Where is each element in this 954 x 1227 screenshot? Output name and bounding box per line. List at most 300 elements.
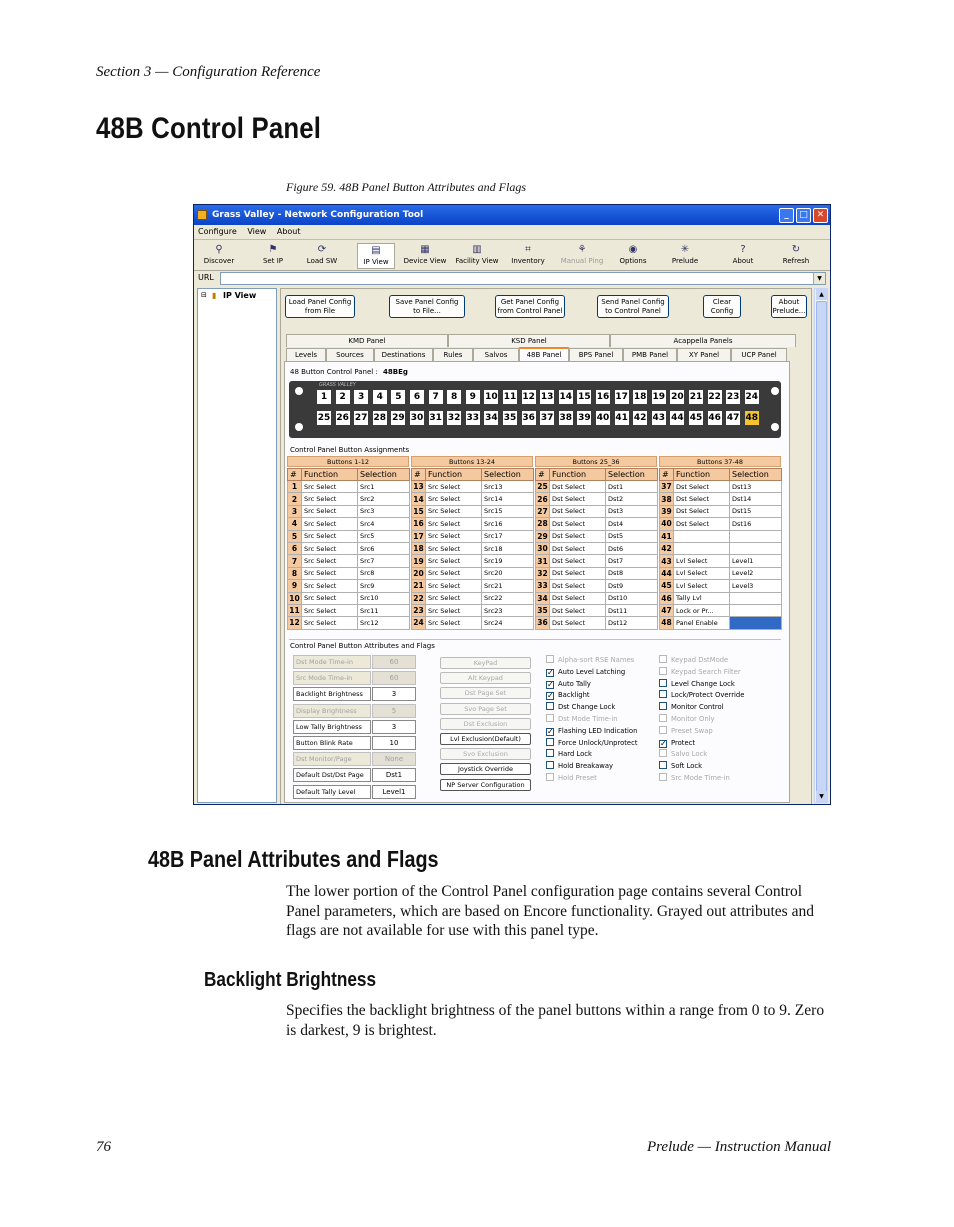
panel-button-7[interactable]: 7 [429,390,443,404]
about-icon: ? [740,244,746,255]
selection-cell[interactable]: Src24 [482,617,534,629]
toolbar-inventory-button[interactable] [506,243,550,269]
selection-cell[interactable]: Level1 [730,555,782,567]
panel-button-16[interactable]: 16 [596,392,610,402]
backlight-checkbox[interactable] [546,690,590,700]
panel-button-19[interactable]: 19 [652,392,666,402]
toolbar-manual-ping-button[interactable] [558,243,606,269]
selection-cell[interactable]: Dst13 [730,481,782,493]
table-row[interactable] [288,530,410,542]
table-row[interactable] [412,505,534,517]
toolbar-prelude-button[interactable] [664,243,706,269]
button-number: 38 [661,494,672,504]
toolbar-set-ip-button[interactable] [254,243,292,269]
function-cell[interactable]: Src Select [426,505,482,517]
function-cell[interactable]: Src Select [426,580,482,592]
selection-cell[interactable]: Level2 [730,567,782,579]
panel-button-6[interactable]: 6 [410,390,424,404]
panel-button-10[interactable]: 10 [485,392,498,402]
tab-group-ksd[interactable]: KSD Panel [448,334,610,347]
function-cell[interactable]: Src Select [426,604,482,616]
level-change-lock-checkbox[interactable] [659,679,735,689]
function-cell[interactable] [674,530,730,542]
function-cell[interactable]: Src Select [302,530,358,542]
selection-cell[interactable]: Dst10 [606,592,658,604]
src-mode-time-in-label: Src Mode Time-in [671,774,730,782]
auto-level-latching-checkbox[interactable] [546,667,625,677]
minimize-button[interactable]: _ [779,208,794,223]
function-cell[interactable]: Dst Select [550,505,606,517]
function-cell[interactable]: Lvl Select [674,567,730,579]
panel-button-47[interactable]: 47 [726,413,740,423]
function-cell[interactable]: Dst Select [550,555,606,567]
panel-button-18[interactable]: 18 [633,392,647,402]
function-cell[interactable]: Src Select [426,518,482,530]
panel-button-36[interactable]: 36 [522,413,535,423]
table-row[interactable] [660,518,782,530]
tab-xy-panel[interactable]: XY Panel [677,348,731,361]
send-panel-config-to-control-panel-button[interactable]: Send Panel Config to Control Panel [597,295,669,318]
np-server-configuration-button[interactable]: NP Server Configuration [440,779,531,791]
selection-cell[interactable]: Dst1 [606,481,658,493]
panel-button-4[interactable]: 4 [373,390,387,404]
panel-button-34[interactable]: 34 [485,413,498,423]
table-row[interactable] [536,542,658,554]
menu-about[interactable]: About [276,227,301,236]
selection-cell[interactable]: Dst7 [606,555,658,567]
table-row[interactable] [536,505,658,517]
panel-button-9[interactable]: 9 [466,390,480,404]
function-cell[interactable]: Dst Select [550,518,606,530]
scroll-up-icon[interactable]: ▲ [816,289,827,300]
panel-button-38[interactable]: 38 [559,413,573,423]
hold-preset-label: Hold Preset [558,774,597,782]
table-row[interactable] [660,567,782,579]
manual-ping-icon: ⚘ [577,244,587,255]
tab-pmb-panel[interactable]: PMB Panel [623,348,677,361]
hold-breakaway-label: Hold Breakaway [558,762,614,771]
checkbox-icon [659,773,667,781]
col-function-header: Function [674,469,730,481]
intro-paragraph: The lower portion of the Control Panel configuration page contains several Control Panel parameters, which are based on Encore functionality. Grayed out attributes and flags are not available for use with this panel type. [286,883,814,939]
table-row[interactable] [288,493,410,505]
selection-cell[interactable]: Src3 [358,505,410,517]
monitor-control-checkbox[interactable] [659,702,724,712]
selection-cell[interactable]: Dst5 [606,530,658,542]
toolbar-about-button[interactable] [724,243,762,269]
vertical-scrollbar[interactable] [814,288,828,803]
selection-cell[interactable]: Src19 [482,555,534,567]
check-icon: ✓ [547,726,554,736]
panel-button-20[interactable]: 20 [671,392,684,402]
table-row[interactable] [660,542,782,554]
toolbar [194,241,830,271]
panel-button-30[interactable]: 30 [410,413,424,423]
selection-cell[interactable]: Dst15 [730,505,782,517]
function-cell[interactable]: Src Select [426,592,482,604]
table-row[interactable] [536,604,658,616]
table-row[interactable] [412,604,534,616]
button-number: 41 [661,531,672,541]
toolbar-label: Options [619,257,647,265]
ip-view-icon: ▤ [371,245,381,256]
col-number-header: # [412,469,426,481]
button-blink-rate-input[interactable]: 10 [372,736,416,750]
function-cell[interactable]: Dst Select [674,505,730,517]
button-assignment-table [287,468,410,630]
panel-button-21[interactable]: 21 [689,392,703,402]
selection-cell[interactable] [730,617,782,629]
checkbox-icon [546,738,554,746]
function-cell[interactable]: Dst Select [550,580,606,592]
scroll-down-icon[interactable]: ▼ [816,791,827,802]
checkbox-icon [659,749,667,757]
table-row[interactable] [412,518,534,530]
function-cell[interactable]: Dst Select [674,493,730,505]
selection-cell[interactable]: Src7 [358,555,410,567]
panel-button-39[interactable]: 39 [578,413,591,423]
function-cell[interactable]: Src Select [302,518,358,530]
selection-cell[interactable] [730,530,782,542]
panel-button-33[interactable]: 33 [466,413,480,423]
panel-button-3[interactable]: 3 [354,390,368,404]
panel-button-48[interactable]: 48 [745,413,759,423]
function-cell[interactable]: Dst Select [674,518,730,530]
about-prelude-button[interactable]: About Prelude... [771,295,807,318]
selection-cell[interactable]: Dst16 [730,518,782,530]
menu-configure[interactable]: Configure [198,227,237,236]
tab-48b-panel[interactable]: 48B Panel [519,347,569,361]
options-icon: ◉ [628,244,638,255]
panel-button-32[interactable]: 32 [447,413,461,423]
table-row[interactable] [412,481,534,493]
table-row[interactable] [536,580,658,592]
force-unlock-unprotect-checkbox[interactable] [546,738,638,748]
tab-bps-panel[interactable]: BPS Panel [569,348,623,361]
table-row[interactable] [412,542,534,554]
table-row[interactable] [536,555,658,567]
function-cell[interactable]: Lvl Select [674,555,730,567]
selection-cell[interactable]: Dst9 [606,580,658,592]
tab-destinations[interactable]: Destinations [374,348,433,361]
tab-ucp-panel[interactable]: UCP Panel [731,348,787,361]
function-cell[interactable]: Src Select [302,493,358,505]
function-cell[interactable]: Src Select [426,542,482,554]
panel-button-13[interactable]: 13 [540,392,554,402]
table-row[interactable] [288,592,410,604]
table-row[interactable] [412,530,534,542]
auto-tally-label: Auto Tally [558,679,591,688]
table-row[interactable] [412,567,534,579]
selection-cell[interactable]: Src20 [482,567,534,579]
load-panel-config-from-file-button[interactable]: Load Panel Config from File [285,295,355,318]
function-cell[interactable]: Dst Select [550,542,606,554]
panel-button-5[interactable]: 5 [391,390,405,404]
selection-cell[interactable]: Dst3 [606,505,658,517]
panel-button-25[interactable]: 25 [317,413,331,423]
table-row[interactable] [412,592,534,604]
salvo-lock-checkbox [659,749,707,759]
table-row[interactable] [660,505,782,517]
table-row[interactable] [412,493,534,505]
selection-cell[interactable]: Src16 [482,518,534,530]
function-cell[interactable]: Src Select [426,481,482,493]
panel-button-14[interactable]: 14 [559,392,573,402]
panel-button-23[interactable]: 23 [726,392,740,402]
panel-button-41[interactable]: 41 [615,413,628,423]
table-row[interactable] [660,493,782,505]
panel-button-22[interactable]: 22 [708,392,721,402]
function-cell[interactable]: Src Select [426,493,482,505]
table-row[interactable] [660,481,782,493]
table-row[interactable] [412,555,534,567]
lvl-exclusion-default-button[interactable]: Lvl Exclusion(Default) [440,733,531,745]
toolbar-refresh-button[interactable] [776,243,816,269]
selection-cell[interactable]: Src8 [358,567,410,579]
tree-expand-icon[interactable]: ⊟ [201,291,207,299]
selection-cell[interactable]: Src13 [482,481,534,493]
function-cell[interactable]: Src Select [302,580,358,592]
function-cell[interactable]: Src Select [426,555,482,567]
button-number: 39 [661,506,672,516]
selection-cell[interactable]: Src1 [358,481,410,493]
function-cell[interactable]: Dst Select [550,592,606,604]
default-tally-level-input[interactable]: Level1 [372,785,416,799]
alpha-sort-rse-names-checkbox [546,655,634,665]
button-number: 23 [413,606,424,616]
function-cell[interactable]: Dst Select [550,481,606,493]
selection-cell[interactable]: Src11 [358,604,410,616]
function-cell[interactable]: Src Select [302,481,358,493]
function-cell[interactable]: Src Select [302,555,358,567]
function-cell[interactable]: Src Select [426,530,482,542]
soft-lock-checkbox[interactable] [659,761,702,771]
button-number: 36 [537,618,548,628]
function-cell[interactable]: Dst Select [550,530,606,542]
selection-cell[interactable] [730,592,782,604]
panel-button-46[interactable]: 46 [708,413,721,423]
panel-screw-icon [295,423,303,431]
panel-button-26[interactable]: 26 [336,413,349,423]
table-row[interactable] [288,481,410,493]
set-ip-icon: ⚑ [268,244,278,255]
function-cell[interactable]: Lock or Pr... [674,604,730,616]
selection-cell[interactable]: Src4 [358,518,410,530]
panel-button-2[interactable]: 2 [336,390,350,404]
table-row[interactable] [660,580,782,592]
selection-cell[interactable]: Src12 [358,617,410,629]
tab-rules[interactable]: Rules [433,348,473,361]
selection-cell[interactable]: Src2 [358,493,410,505]
selection-cell[interactable]: Src18 [482,542,534,554]
function-cell[interactable]: Lvl Select [674,580,730,592]
panel-button-31[interactable]: 31 [429,413,442,423]
close-button[interactable]: ✕ [813,208,828,223]
selection-cell[interactable]: Src15 [482,505,534,517]
selection-cell[interactable]: Dst8 [606,567,658,579]
toolbar-label: About [732,257,754,265]
button-group-header: Buttons 13-24 [411,456,533,467]
toolbar-discover-button[interactable] [198,243,240,269]
table-row[interactable] [288,580,410,592]
selection-cell[interactable]: Src22 [482,592,534,604]
table-row[interactable] [288,604,410,616]
selection-cell[interactable]: Dst14 [730,493,782,505]
selection-cell[interactable] [730,542,782,554]
function-cell[interactable]: Dst Select [550,567,606,579]
url-input[interactable] [220,272,826,285]
panel-button-40[interactable]: 40 [596,413,610,423]
selection-cell[interactable]: Level3 [730,580,782,592]
tab-levels[interactable]: Levels [286,348,326,361]
table-row[interactable] [288,505,410,517]
selection-cell[interactable]: Src14 [482,493,534,505]
menu-view[interactable]: View [247,227,267,236]
panel-button-24[interactable]: 24 [745,392,759,402]
tab-group-kmd[interactable]: KMD Panel [286,334,448,347]
table-row[interactable] [288,567,410,579]
panel-logo: GRASS VALLEY [319,382,356,388]
dst-monitor-page-label: Dst Monitor/Page [293,752,371,766]
table-row[interactable] [536,567,658,579]
tab-sources[interactable]: Sources [326,348,374,361]
scroll-thumb[interactable] [816,301,827,801]
panel-button-1[interactable]: 1 [317,390,331,404]
low-tally-brightness-input[interactable]: 3 [372,720,416,734]
toolbar-ip-view-button[interactable] [357,243,395,269]
selection-cell[interactable]: Dst12 [606,617,658,629]
selection-cell[interactable]: Src21 [482,580,534,592]
toolbar-device-view-button[interactable] [402,243,448,269]
selection-cell[interactable]: Src17 [482,530,534,542]
selection-cell[interactable]: Dst11 [606,604,658,616]
selection-cell[interactable]: Dst4 [606,518,658,530]
checkbox-icon [659,702,667,710]
function-cell[interactable]: Src Select [302,592,358,604]
joystick-override-button[interactable]: Joystick Override [440,763,531,775]
table-row[interactable] [536,518,658,530]
selection-cell[interactable]: Src5 [358,530,410,542]
tab-group-acappella[interactable]: Acappella Panels [610,334,796,347]
toolbar-load-sw-button[interactable] [298,243,346,269]
tab-salvos[interactable]: Salvos [473,348,519,361]
button-number: 25 [537,482,548,492]
url-dropdown-icon[interactable]: ▼ [813,273,825,284]
selection-cell[interactable]: Dst2 [606,493,658,505]
function-cell[interactable]: Src Select [426,617,482,629]
table-row[interactable] [536,530,658,542]
toolbar-label: Inventory [511,257,545,265]
lock-protect-override-checkbox[interactable] [659,690,744,700]
hard-lock-checkbox[interactable] [546,749,592,759]
flashing-led-indication-checkbox[interactable] [546,726,637,736]
table-row[interactable] [536,617,658,629]
function-cell[interactable]: Tally Lvl [674,592,730,604]
auto-tally-checkbox[interactable] [546,679,591,689]
selection-cell[interactable]: Src10 [358,592,410,604]
table-row[interactable] [660,530,782,542]
selection-cell[interactable] [730,604,782,616]
panel-button-8[interactable]: 8 [447,390,461,404]
get-panel-config-from-control-panel-button[interactable]: Get Panel Config from Control Panel [495,295,565,318]
col-function-header: Function [426,469,482,481]
selection-cell[interactable]: Src9 [358,580,410,592]
panel-button-27[interactable]: 27 [354,413,368,423]
tree-item-ip-view[interactable]: IP View [223,291,257,300]
table-row[interactable] [536,493,658,505]
function-cell[interactable]: Src Select [302,567,358,579]
function-cell[interactable]: Src Select [302,542,358,554]
selection-cell[interactable]: Src23 [482,604,534,616]
checkbox-icon [659,667,667,675]
table-row[interactable] [288,518,410,530]
panel-button-17[interactable]: 17 [615,392,628,402]
table-row[interactable] [660,604,782,616]
function-cell[interactable]: Dst Select [550,604,606,616]
protect-checkbox[interactable] [659,738,695,748]
hold-breakaway-checkbox[interactable] [546,761,613,771]
panel-button-29[interactable]: 29 [392,413,405,423]
function-cell[interactable]: Src Select [302,505,358,517]
table-row[interactable] [660,617,782,629]
function-cell[interactable]: Src Select [302,604,358,616]
selection-cell[interactable]: Src6 [358,542,410,554]
table-row[interactable] [660,592,782,604]
panel-button-37[interactable]: 37 [540,413,554,423]
table-row[interactable] [288,617,410,629]
keypad-search-filter-checkbox [659,667,741,677]
table-row[interactable] [288,555,410,567]
function-cell[interactable] [674,542,730,554]
function-cell[interactable]: Src Select [302,617,358,629]
function-cell[interactable]: Panel Enable [674,617,730,629]
table-row[interactable] [412,580,534,592]
panel-button-15[interactable]: 15 [578,392,591,402]
monitor-only-checkbox [659,714,715,724]
maximize-button[interactable]: □ [796,208,811,223]
selection-cell[interactable]: Dst6 [606,542,658,554]
panel-button-44[interactable]: 44 [671,413,684,423]
panel-button-43[interactable]: 43 [652,413,666,423]
backlight-brightness-input[interactable]: 3 [372,687,416,701]
function-cell[interactable]: Src Select [426,567,482,579]
save-panel-config-to-file-button[interactable]: Save Panel Config to File... [389,295,465,318]
function-cell[interactable]: Dst Select [550,617,606,629]
table-row[interactable] [660,555,782,567]
panel-button-28[interactable]: 28 [373,413,387,423]
toolbar-facility-view-button[interactable] [453,243,501,269]
panel-screw-icon [771,387,779,395]
refresh-icon: ↻ [791,244,801,255]
default-dst-dst-page-input[interactable]: Dst1 [372,768,416,782]
clear-config-button[interactable]: Clear Config [703,295,741,318]
panel-button-12[interactable]: 12 [522,392,535,402]
function-cell[interactable]: Dst Select [550,493,606,505]
toolbar-options-button[interactable] [614,243,652,269]
panel-config-pane [280,288,812,805]
panel-button-11[interactable]: 11 [503,392,517,402]
panel-button-45[interactable]: 45 [689,413,703,423]
function-cell[interactable]: Dst Select [674,481,730,493]
default-dst-dst-page-label: Default Dst/Dst Page [293,768,371,782]
dst-change-lock-checkbox[interactable] [546,702,615,712]
panel-button-35[interactable]: 35 [503,413,517,423]
table-row[interactable] [536,592,658,604]
table-row[interactable] [288,542,410,554]
table-row[interactable] [536,481,658,493]
panel-button-42[interactable]: 42 [633,413,647,423]
table-row[interactable] [412,617,534,629]
